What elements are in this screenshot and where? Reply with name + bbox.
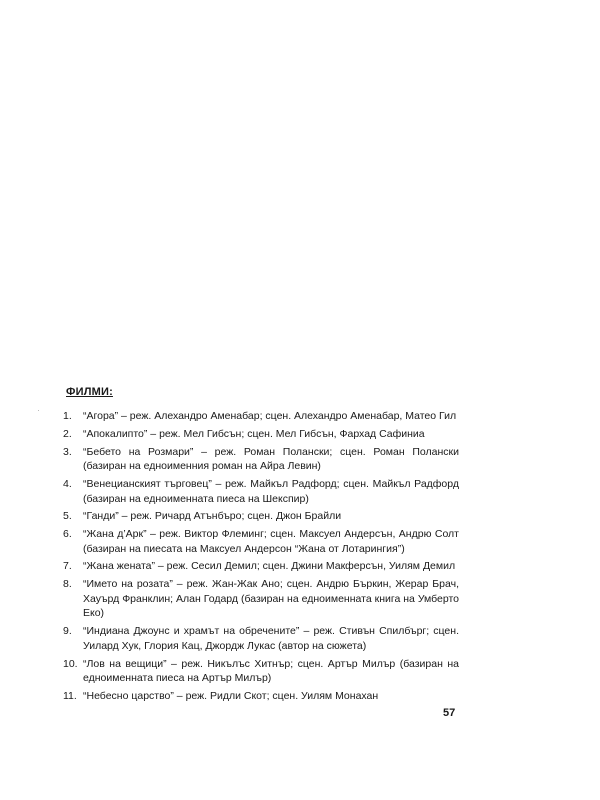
list-item [63, 477, 459, 506]
list-item-number: 4. [63, 477, 72, 490]
scan-artifact [38, 410, 39, 411]
list-item-number: 7. [63, 560, 72, 573]
list-item-text: “Венецианският търговец” – реж. Майкъл Радфорд; сцен. Майкъл Радфорд (базиран на едноименната пиеса на Шекспир) [83, 477, 459, 505]
list-item [63, 689, 459, 704]
list-item [63, 445, 459, 474]
list-item-number: 10. [63, 657, 78, 670]
list-item-text: “Апокалипто” – реж. Мел Гибсън; сцен. Мел Гибсън, Фархад Сафиниа [83, 427, 425, 440]
list-item-number: 8. [63, 578, 72, 591]
list-item-number: 2. [63, 427, 72, 440]
list-item-number: 9. [63, 625, 72, 638]
list-item-text: “Жана д’Арк” – реж. Виктор Флеминг; сцен. Максуел Андерсън, Андрю Солт (базиран на пиесата на Максуел Андерсон “Жана от Лотарингия”) [83, 528, 459, 555]
list-item [63, 577, 459, 621]
page-number: 57 [443, 707, 456, 719]
list-item [63, 509, 459, 524]
list-item-text: “Агора” – реж. Алехандро Аменабар; сцен. Алехандро Аменабар, Матео Гил [83, 410, 457, 422]
list-item-text: “Ганди” – реж. Ричард Атънбъро; сцен. Джон Брайли [83, 510, 342, 523]
list-item-text: “Индиана Джоунс и храмът на обречените” – реж. Стивън Спилбърг; сцен. Уилард Хук, Глория Кац, Джордж Лукас (автор на сюжета) [83, 625, 459, 652]
list-item-text: “Жана жената” – реж. Сесил Демил; сцен. Джини Макферсън, Уилям Демил [83, 560, 456, 573]
list-item-text: “Лов на вещици” – реж. Никълъс Хитнър; сцен. Артър Милър (базиран на едноименната пиеса на Артър Милър) [83, 657, 459, 685]
list-item-number: 3. [63, 445, 72, 458]
list-item-text: “Бебето на Розмари” – реж. Роман Полански; сцен. Роман Полански (базиран на едноименния роман на Айра Левин) [83, 445, 459, 473]
list-item [63, 657, 459, 686]
list-item [63, 409, 459, 424]
list-item-number: 1. [63, 410, 72, 422]
list-item-text: “Името на розата” – реж. Жан-Жак Ано; сцен. Андрю Бъркин, Жерар Брач, Хауърд Франклин; Алан Годард (базиран на едноименната книга на Умберто Еко) [83, 578, 459, 620]
list-item-text: “Небесно царство” – реж. Ридли Скот; сцен. Уилям Монахан [83, 689, 379, 702]
list-item-number: 5. [63, 510, 72, 523]
list-item [63, 559, 459, 574]
list-item [63, 427, 459, 442]
section-heading: ФИЛМИ: [66, 386, 113, 398]
list-item-number: 11. [63, 689, 77, 702]
list-item [63, 527, 459, 556]
list-item-number: 6. [63, 528, 72, 541]
film-list [63, 409, 459, 707]
list-item [63, 624, 459, 653]
